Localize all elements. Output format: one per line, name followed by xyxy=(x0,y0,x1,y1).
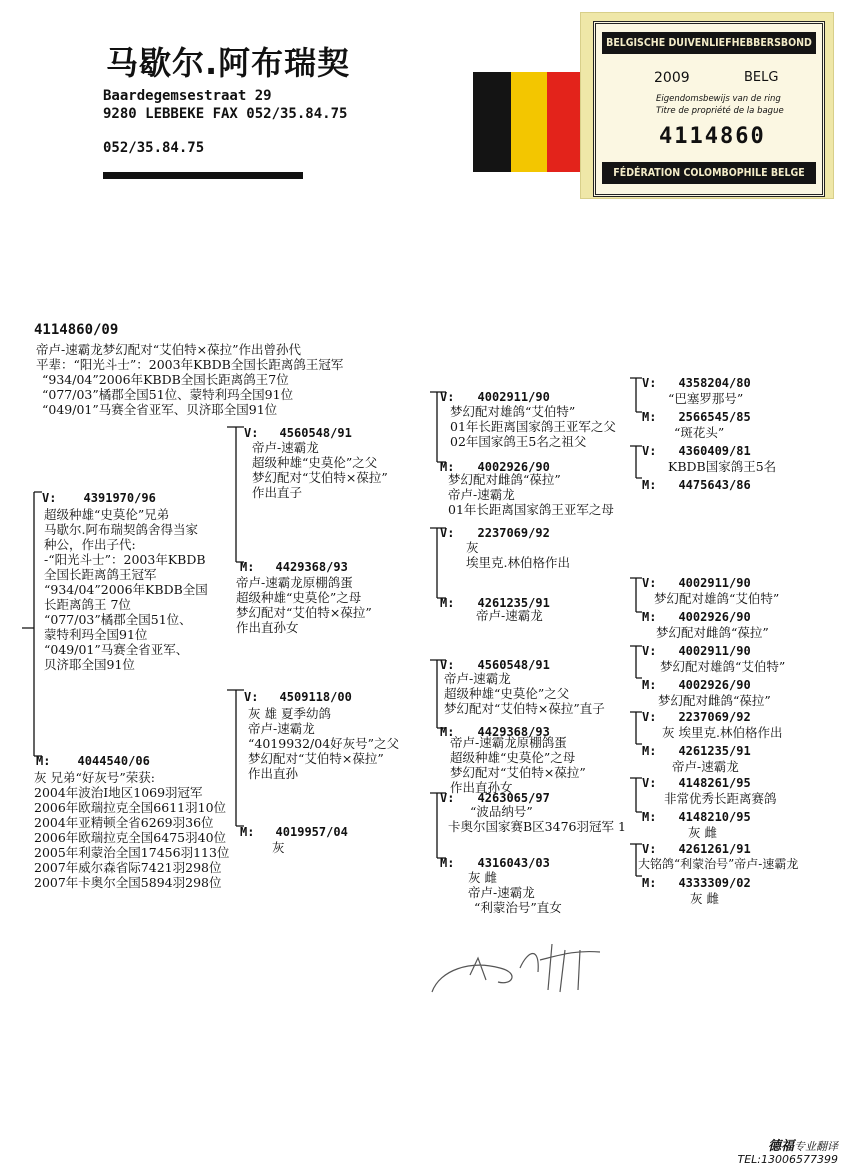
certificate-top-band: BELGISCHE DUIVENLIEFHEBBERSBOND xyxy=(602,32,816,54)
g4-pair-4: V: 4002911/90 梦幻配对雄鸽“艾伯特” M: 4002926/90 梦幻配对雌鸽“葆拉” xyxy=(642,644,786,708)
phone-number: 052/35.84.75 xyxy=(103,140,205,156)
dam-notes xyxy=(34,770,229,890)
g4-ring: 4002926/90 xyxy=(678,678,751,692)
sire-ring: 4391970/96 xyxy=(83,491,156,505)
grandparent-note: 帝卢-速霸龙 xyxy=(252,440,319,455)
dam-note: 2006年欧瑞拉克全国6611羽10位 xyxy=(34,800,227,815)
grandparent-note: 梦幻配对“艾伯特×葆拉” xyxy=(236,605,372,620)
grandparent-note: 作出直孙女 xyxy=(236,620,299,635)
gen3-sd-sire-notes: 灰 埃里克.林伯格作出 xyxy=(466,540,570,570)
grandparent-note: 帝卢-速霸龙 xyxy=(248,721,315,736)
dam-sire-notes xyxy=(248,706,399,781)
gen3-ss-sire-notes: 梦幻配对雄鸽“艾伯特” 01年长距离国家鸽王亚军之父 02年国家鸽王5名之祖父 xyxy=(450,404,616,449)
g4-ring: 4002911/90 xyxy=(678,644,751,658)
certificate-year: 2009 xyxy=(654,70,690,86)
dam-sire-block xyxy=(244,686,352,705)
g4-ring: 4002926/90 xyxy=(678,610,751,624)
g4-ring: 4261235/91 xyxy=(678,744,751,758)
g4-pair-7: V: 4261261/91 大铭鸽“利蒙治号”帝卢-速霸龙 M: 4333309/02 灰 雌 xyxy=(638,842,799,906)
gen3-dd-dam: M: 4316043/03 xyxy=(440,856,550,870)
dam-ring: 4044540/06 xyxy=(77,754,150,768)
subject-note: 平辈：“阳光斗士”：2003年KBDB全国长距离鸽王冠军 xyxy=(36,357,344,372)
dam-dam-ring: 4019957/04 xyxy=(275,825,348,839)
g4-pair-3: V: 4002911/90 梦幻配对雄鸽“艾伯特” M: 4002926/90 梦幻配对雌鸽“葆拉” xyxy=(642,576,780,640)
sire-note: 长距离鸽王 7位 xyxy=(44,597,131,612)
certificate-title-fr: Titre de propriété de la bague xyxy=(656,106,784,116)
dam-note: 2004年亚精顿全省6269羽36位 xyxy=(34,815,214,830)
g4-ring: 4148210/95 xyxy=(678,810,751,824)
dam-dam-label: M: xyxy=(240,825,255,839)
sire-notes xyxy=(44,507,208,672)
connector-dam xyxy=(227,690,244,826)
g4-ring: 4475643/86 xyxy=(678,478,751,492)
sire-note: 贝济耶全国91位 xyxy=(44,657,135,672)
sire-sire-block xyxy=(244,422,352,441)
grandparent-note: 作出直子 xyxy=(252,485,303,500)
gen3-dd-sire: V: 4263065/97 xyxy=(440,791,550,805)
subject-note: 帝卢-速霸龙梦幻配对“艾伯特×葆拉”作出曾孙代 xyxy=(36,342,301,357)
gen3-ds-dam: M: 4429368/93 xyxy=(440,725,550,739)
g4-ring: 2237069/92 xyxy=(678,710,751,724)
sire-block xyxy=(42,487,156,506)
address-line-1: Baardegemsestraat 29 xyxy=(103,88,272,104)
g4-ring: 4148261/95 xyxy=(678,776,751,790)
sire-note: 马歇尔.阿布瑞契鸽舍得当家 xyxy=(44,522,198,537)
sire-dam-notes xyxy=(236,575,372,635)
gen3-ss-dam-notes: 梦幻配对雌鸽“葆拉” 帝卢-速霸龙 01年长距离国家鸽王亚军之母 xyxy=(448,472,614,517)
gen3-ring: 4560548/91 xyxy=(477,658,550,672)
gen3-ring: 4002911/90 xyxy=(477,390,550,404)
g4-ring: 4002911/90 xyxy=(678,576,751,590)
dam-label: M: xyxy=(36,754,51,768)
certificate-ring-number: 4114860 xyxy=(659,124,766,149)
owner-name: 马歇尔.阿布瑞契 xyxy=(106,44,351,82)
subject-note: “049/01”马赛全省亚军、贝济耶全国91位 xyxy=(42,402,278,417)
certificate-bottom-band: FÉDÉRATION COLOMBOPHILE BELGE xyxy=(602,162,816,184)
sire-sire-label: V: xyxy=(244,426,259,440)
connector-g4-4 xyxy=(630,646,642,678)
gen3-ring: 4263065/97 xyxy=(477,791,550,805)
sire-note: 种公，作出子代: xyxy=(44,537,136,552)
signature xyxy=(432,944,600,992)
watermark-tel: TEL:13006577399 xyxy=(737,1153,838,1166)
gen3-ring: 4002926/90 xyxy=(477,460,550,474)
sire-dam-ring: 4429368/93 xyxy=(275,560,348,574)
sire-note: -“阳光斗士”：2003年KBDB xyxy=(44,552,206,567)
dam-dam-block xyxy=(240,821,348,840)
dam-block xyxy=(36,750,150,769)
g4-ring: 4261261/91 xyxy=(678,842,751,856)
certificate-country: BELG xyxy=(744,70,779,85)
gen3-ds-sire-notes: 帝卢-速霸龙 超级种雄“史莫伦”之父 梦幻配对“艾伯特×葆拉”直子 xyxy=(444,671,605,716)
connector-g4-6 xyxy=(630,778,642,812)
dam-dam-notes xyxy=(272,840,285,855)
grandparent-note: 灰 xyxy=(272,840,285,855)
gen3-sd-sire: V: 2237069/92 xyxy=(440,526,550,540)
g4-ring: 4333309/02 xyxy=(678,876,751,890)
grandparent-note: “4019932/04好灰号”之父 xyxy=(248,736,400,751)
gen3-dd-sire-notes: “波品纳号” 卡奥尔国家赛B区3476羽冠军 1 xyxy=(448,804,626,834)
dam-note: 2004年波治I地区1069羽冠军 xyxy=(34,785,203,800)
g4-ring: 4358204/80 xyxy=(678,376,751,390)
sire-dam-label: M: xyxy=(240,560,255,574)
dam-note: 灰 兄弟“好灰号”荣获: xyxy=(34,770,155,785)
g4-pair-2: V: 4360409/81 KBDB国家鸽王5名 M: 4475643/86 xyxy=(642,444,777,492)
grandparent-note: 超级种雄“史莫伦”之母 xyxy=(236,590,362,605)
sire-note: 蒙特利玛全国91位 xyxy=(44,627,148,642)
sire-note: “934/04”2006年KBDB全国 xyxy=(44,582,208,597)
translation-watermark xyxy=(738,1140,839,1166)
address-line-2: 9280 LEBBEKE FAX 052/35.84.75 xyxy=(103,106,348,122)
gen3-dd-dam-notes: 灰 雌 帝卢-速霸龙 “利蒙治号”直女 xyxy=(468,870,562,915)
certificate-title-nl: Eigendomsbewijs van de ring xyxy=(656,94,781,104)
sire-note: “077/03”橘郡全国51位、 xyxy=(44,612,192,627)
dam-sire-ring: 4509118/00 xyxy=(279,690,352,704)
gen3-ring: 2237069/92 xyxy=(477,526,550,540)
gen3-ds-sire: V: 4560548/91 xyxy=(440,658,550,672)
g4-pair-5: V: 2237069/92 灰 埃里克.林伯格作出 M: 4261235/91 帝卢-速霸龙 xyxy=(642,710,783,774)
gen3-sd-dam: M: 4261235/91 xyxy=(440,596,550,610)
grandparent-note: 作出直孙 xyxy=(248,766,299,781)
sire-note: 全国长距离鸽王冠军 xyxy=(44,567,157,582)
dam-note: 2005年利蒙治全国17456羽113位 xyxy=(34,845,230,860)
dam-sire-label: V: xyxy=(244,690,259,704)
g4-ring: 2566545/85 xyxy=(678,410,751,424)
connector-g4-3 xyxy=(630,578,642,612)
connector-g4-1 xyxy=(630,378,642,412)
sire-sire-notes xyxy=(252,440,388,500)
dam-note: 2006年欧瑞拉克全国6475羽40位 xyxy=(34,830,227,845)
sire-note: “049/01”马赛全省亚军、 xyxy=(44,642,189,657)
gen3-ss-dam: M: 4002926/90 xyxy=(440,460,550,474)
grandparent-note: 超级种雄“史莫伦”之父 xyxy=(252,455,378,470)
gen3-ds-dam-notes: 帝卢-速霸龙原棚鸽蛋 超级种雄“史莫伦”之母 梦幻配对“艾伯特×葆拉” 作出直孙女 xyxy=(450,735,586,795)
connector-g4-2 xyxy=(630,446,642,478)
g4-pair-6: V: 4148261/95 非常优秀长距离赛鸽 M: 4148210/95 灰 雌 xyxy=(642,776,777,840)
subject-note: “077/03”橘郡全国51位、蒙特利玛全国91位 xyxy=(42,387,294,402)
watermark-tag: 专业翻译 xyxy=(794,1140,838,1153)
sire-dam-block xyxy=(240,556,348,575)
g4-pair-1: V: 4358204/80 “巴塞罗那号” M: 2566545/85 “斑花头” xyxy=(642,376,751,440)
sire-note: 超级种雄“史莫伦”兄弟 xyxy=(44,507,170,522)
gen3-ring: 4261235/91 xyxy=(477,596,550,610)
connector-sire xyxy=(227,427,244,562)
grandparent-note: 梦幻配对“艾伯特×葆拉” xyxy=(252,470,388,485)
connector-subject xyxy=(22,492,42,756)
subject-note: “934/04”2006年KBDB全国长距离鸽王7位 xyxy=(42,372,289,387)
watermark-brand: 德福 xyxy=(767,1139,794,1154)
sire-label: V: xyxy=(42,491,57,505)
sire-sire-ring: 4560548/91 xyxy=(279,426,352,440)
subject-notes xyxy=(36,342,343,417)
dam-note: 2007年卡奥尔全国5894羽298位 xyxy=(34,875,222,890)
grandparent-note: 梦幻配对“艾伯特×葆拉” xyxy=(248,751,384,766)
subject-ring: 4114860/09 xyxy=(34,322,119,338)
connector-g4-5 xyxy=(630,712,642,744)
dam-note: 2007年威尔森省际7421羽298位 xyxy=(34,860,222,875)
grandparent-note: 灰 雄 夏季幼鸽 xyxy=(248,706,331,721)
gen3-ring: 4429368/93 xyxy=(477,725,550,739)
grandparent-note: 帝卢-速霸龙原棚鸽蛋 xyxy=(236,575,353,590)
g4-ring: 4360409/81 xyxy=(678,444,751,458)
gen3-ring: 4316043/03 xyxy=(477,856,550,870)
gen3-sd-dam-notes: 帝卢-速霸龙 xyxy=(476,608,543,623)
gen3-ss-sire: V: 4002911/90 xyxy=(440,390,550,404)
